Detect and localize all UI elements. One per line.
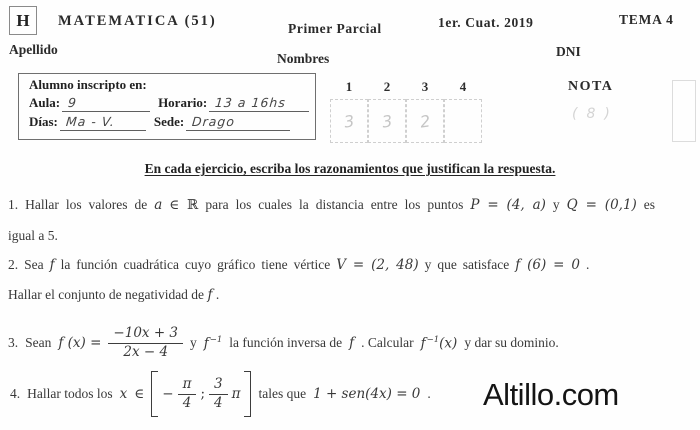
grade-column-2	[368, 79, 406, 143]
aula-fill-line	[62, 95, 150, 112]
sede-label: Sede:	[153, 114, 185, 129]
math-vertex: V = (2, 48)	[336, 257, 419, 273]
grade-mark-handwritten: 2	[418, 110, 432, 132]
interval-bracket-group	[151, 371, 251, 417]
problem-1-text: para los cuales la distancia entre los puntos	[205, 197, 464, 212]
nota-label: NOTA	[568, 79, 614, 94]
problem-3-number: 3.	[8, 335, 19, 350]
problem-3-text: Sean	[25, 335, 52, 350]
horario-value-handwritten: 13 a 16hs	[214, 95, 287, 110]
math-f-inverse-of-x	[421, 335, 458, 352]
math-sine-equation: 1 + sen(4x) = 0	[313, 386, 421, 402]
math-of-x: (x)	[439, 335, 458, 352]
problem-3-text: la función inversa de	[229, 335, 343, 350]
fraction-numerator: −10x + 3	[108, 326, 183, 344]
horario-label: Horario:	[158, 95, 208, 110]
problem-1-line-1	[8, 197, 655, 213]
grade-mark-handwritten: 3	[342, 110, 356, 132]
problem-1-text: Hallar los valores de	[25, 197, 148, 212]
math-f: f	[349, 335, 355, 351]
problem-2-text: .	[215, 287, 220, 302]
math-f-inverse	[204, 335, 223, 352]
grade-column-4	[444, 79, 482, 143]
math-minus-sign: −	[162, 386, 174, 402]
math-x: x	[119, 386, 128, 402]
dias-label: Días:	[29, 114, 58, 129]
grade-cell	[444, 99, 482, 143]
math-fx-equals: f (x) =	[58, 335, 102, 351]
nombres-label: Nombres	[277, 51, 330, 66]
math-a: a	[154, 197, 163, 213]
grade-cell	[330, 99, 368, 143]
grade-cell	[368, 99, 406, 143]
math-semicolon: ;	[200, 386, 205, 402]
horario-fill-line	[209, 95, 309, 112]
fraction-3-over-4	[209, 377, 228, 411]
problem-2-text: y que satisface	[424, 257, 510, 272]
apellido-label: Apellido	[9, 42, 58, 57]
problem-4-text: .	[427, 386, 431, 401]
problem-2-text: la función cuadrática cuyo gráfico tiene vértice	[60, 257, 331, 272]
problem-1-number: 1.	[8, 197, 19, 212]
fraction-numerator: π	[178, 377, 197, 395]
dni-label: DNI	[556, 44, 581, 59]
altillo-watermark: Altillo.com	[483, 377, 619, 412]
nota-mark-handwritten: (8)	[572, 106, 619, 122]
exam-title: Primer Parcial	[288, 21, 382, 36]
problem-4-number: 4.	[10, 386, 21, 401]
problem-3-text: y	[190, 335, 197, 350]
problem-4-text: tales que	[258, 386, 307, 401]
fraction-pi-over-4	[178, 377, 197, 411]
fraction-rational-function	[108, 326, 183, 360]
problem-2-line-2	[8, 287, 219, 303]
problem-1-text: y	[552, 197, 560, 212]
inverse-exponent: −1	[426, 334, 440, 345]
dias-value-handwritten: Ma - V.	[65, 114, 116, 129]
problem-3-text: y dar su dominio.	[464, 335, 559, 350]
problem-1-text: es	[643, 197, 656, 212]
problem-1-line-2: igual a 5.	[8, 228, 58, 243]
enrollment-row-aula-horario	[29, 95, 307, 112]
sede-fill-line	[186, 114, 290, 131]
math-f6-equals-0: f (6) = 0	[515, 257, 580, 273]
problem-2-number: 2.	[8, 257, 19, 272]
problem-2-text: .	[585, 257, 590, 272]
math-pi: π	[231, 386, 241, 402]
problem-2-text: Hallar el conjunto de negatividad de	[8, 287, 205, 302]
math-in-reals: ∈ ℝ	[169, 197, 199, 213]
enrollment-box	[18, 73, 316, 140]
math-f: f	[203, 335, 209, 352]
dias-fill-line	[60, 114, 146, 131]
math-point-q: Q = (0,1)	[566, 197, 637, 213]
math-f: f	[49, 257, 55, 273]
grade-column-1	[330, 79, 368, 143]
course-title: MATEMATICA (51)	[58, 13, 217, 29]
aula-label: Aula:	[29, 95, 61, 110]
term-label: 1er. Cuat. 2019	[438, 15, 534, 30]
left-bracket	[151, 371, 158, 417]
fraction-denominator: 2x − 4	[123, 343, 169, 360]
enrollment-row-dias-sede	[29, 114, 307, 131]
grade-mark-handwritten: 3	[380, 110, 394, 132]
sede-value-handwritten: Drago	[191, 114, 236, 129]
problem-4	[10, 371, 431, 417]
math-f: f	[420, 335, 426, 352]
problem-4-text: Hallar todos los	[27, 386, 113, 401]
problem-2-line-1	[8, 257, 589, 273]
aula-value-handwritten: 9	[67, 95, 78, 110]
grade-column-number: 4	[459, 79, 467, 94]
fraction-denominator: 4	[182, 394, 192, 411]
tema-number: TEMA 4	[619, 12, 674, 27]
grade-column-3	[406, 79, 444, 143]
nota-box	[672, 80, 696, 142]
fraction-denominator: 4	[214, 394, 223, 411]
problem-3	[8, 320, 559, 366]
tema-letter-box	[9, 6, 37, 35]
problem-3-text: . Calcular	[361, 335, 414, 350]
grade-column-number: 1	[345, 79, 353, 94]
math-f: f	[207, 287, 213, 303]
right-bracket	[244, 371, 251, 417]
grade-column-number: 2	[383, 79, 391, 94]
math-element-of: ∈	[134, 386, 145, 402]
math-point-p: P = (4, a)	[470, 197, 546, 213]
inverse-exponent: −1	[209, 334, 223, 345]
grade-cell	[406, 99, 444, 143]
grade-column-number: 3	[421, 79, 429, 94]
enrollment-title: Alumno inscripto en:	[29, 77, 147, 92]
problem-2-text: Sea	[24, 257, 44, 272]
fraction-numerator: 3	[209, 377, 228, 395]
instruction-heading: En cada ejercicio, escriba los razonamientos que justifican la respuesta.	[144, 161, 556, 176]
tema-letter: H	[16, 10, 30, 30]
grade-grid	[330, 79, 482, 143]
